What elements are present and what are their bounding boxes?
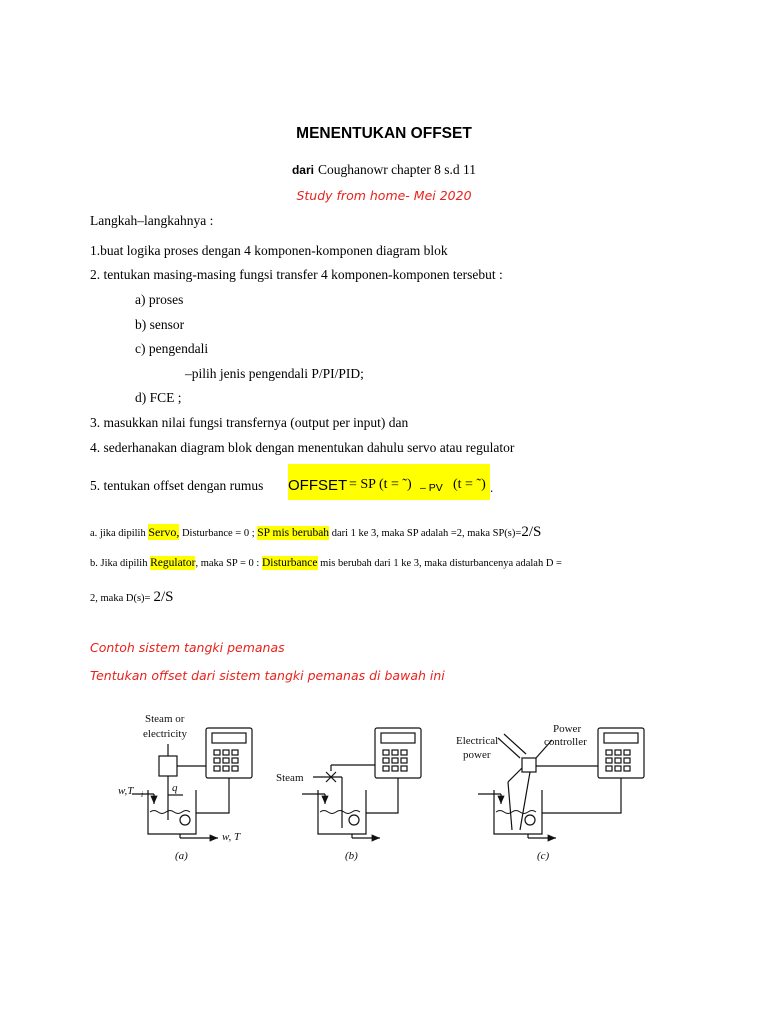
fig-a-label2: electricity: [143, 728, 187, 740]
step-4: 4. sederhanakan diagram blok dengan menentukan dahulu servo atau regulator: [90, 440, 515, 455]
step-2d: d) FCE ;: [135, 390, 182, 405]
fig-a-q: q: [172, 782, 178, 794]
step-2b: b) sensor: [135, 317, 185, 332]
formula-pv: – PV: [420, 482, 443, 494]
source-line: [0, 161, 768, 179]
case-b-prefix: b. Jika dipilih: [90, 558, 151, 569]
fig-c-label2: power: [463, 749, 491, 761]
fig-c-caption: (c): [537, 850, 550, 862]
formula-end: .: [490, 480, 494, 495]
formula-t: (t = ˜): [453, 477, 486, 492]
step-1: 1.buat logika proses dengan 4 komponen-komponen diagram blok: [90, 243, 448, 258]
fig-b-caption: (b): [345, 850, 358, 862]
case-b-rest: mis berubah dari 1 ke 3, maka disturbancenya adalah D =: [317, 558, 562, 569]
fig-c-ctrl2: controller: [544, 736, 587, 748]
case-a-value: 2/S: [521, 524, 542, 540]
source-text: Coughanowr chapter 8 s.d 11: [317, 162, 477, 177]
tank-system-a: [132, 728, 252, 838]
case-b-line2: [90, 589, 173, 606]
case-b-line2-text: 2, maka D(s)=: [90, 593, 151, 604]
step-2c-note: –pilih jenis pengendali P/PI/PID;: [185, 366, 364, 381]
fig-c-ctrl1: Power: [553, 723, 582, 735]
steps-intro: Langkah–langkahnya :: [90, 213, 214, 228]
step-2c: c) pengendali: [135, 341, 209, 356]
page-title: MENENTUKAN OFFSET: [296, 125, 472, 142]
example-instruction: Tentukan offset dari sistem tangki pemanas di bawah ini: [90, 668, 445, 683]
step-2: 2. tentukan masing-masing fungsi transfer 4 komponen-komponen tersebut :: [90, 267, 503, 282]
step-5: 5. tentukan offset dengan rumus: [90, 478, 264, 493]
example-heading: Contoh sistem tangki pemanas: [90, 640, 285, 655]
fig-c-label1: Electrical: [456, 735, 499, 747]
controller-b: [375, 728, 421, 778]
case-a-mid: Disturbance = 0 ;: [179, 528, 258, 539]
tank-system-b: [302, 728, 421, 838]
source-prefix: dari: [291, 163, 314, 177]
step-2a: a) proses: [135, 292, 184, 307]
case-a-servo: Servo,: [148, 525, 180, 539]
case-b-regulator: Regulator: [150, 557, 196, 569]
fig-a-input: w,T: [118, 785, 134, 797]
case-a-sp-change: SP mis berubah: [257, 527, 330, 539]
fig-a-input-sub: i: [141, 790, 144, 799]
formula-sp: = SP (t = ˜): [349, 477, 412, 492]
case-b-value: 2/S: [153, 589, 174, 605]
controller-c: [598, 728, 644, 778]
case-b: [90, 557, 562, 569]
step-3: 3. masukkan nilai fungsi transfernya (output per input) dan: [90, 415, 409, 430]
fig-a-output: w, T: [222, 831, 241, 843]
case-a: [90, 524, 541, 541]
formula-offset: OFFSET: [288, 477, 348, 494]
study-note: Study from home- Mei 2020: [296, 188, 472, 203]
case-a-prefix: a. jika dipilih: [90, 528, 149, 539]
fig-a-caption: (a): [175, 850, 188, 862]
fig-b-label: Steam: [276, 772, 304, 784]
case-a-rest: dari 1 ke 3, maka SP adalah =2, maka SP(s)=: [329, 528, 522, 539]
controller-a: [206, 728, 252, 778]
case-b-disturbance: Disturbance: [261, 557, 318, 569]
heated-tank-figure: [0, 700, 768, 875]
case-b-mid: , maka SP = 0 :: [195, 558, 262, 569]
fig-a-label1: Steam or: [145, 713, 185, 725]
